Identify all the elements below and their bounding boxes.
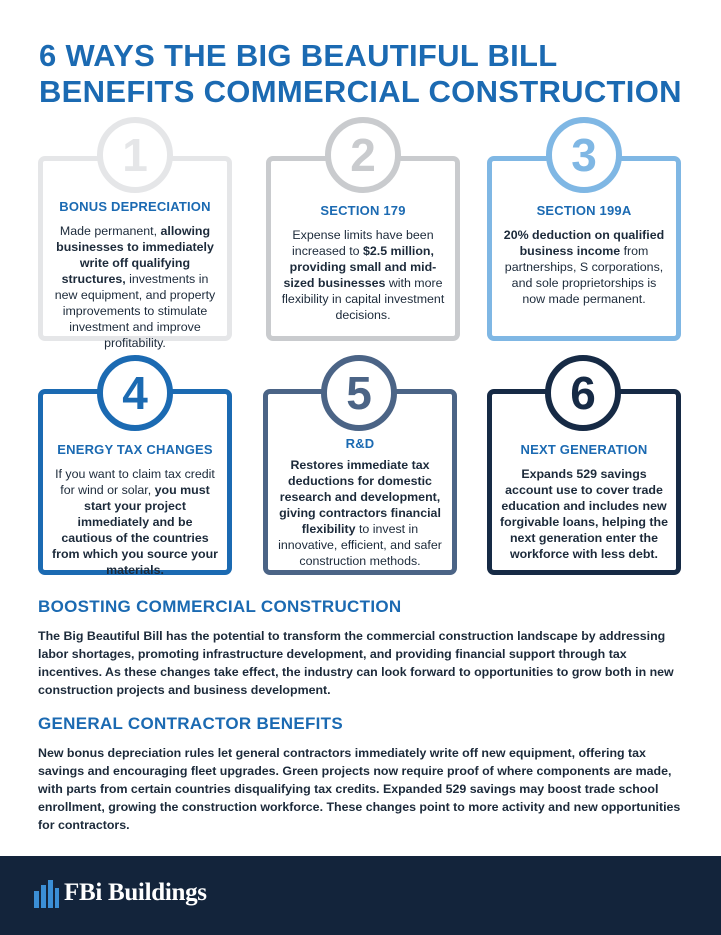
card-heading: SECTION 199A xyxy=(536,203,632,218)
card-body-segment: Expands 529 savings account use to cover trade education and includes new forgivable loans, helping the next generation enter the workforce with less debt. xyxy=(500,467,668,561)
card-body-segment: investments in new equipment, and property improvements to stimulate investment and improve profitability. xyxy=(54,272,216,350)
card-heading: SECTION 179 xyxy=(320,203,406,218)
section-heading-contractor: GENERAL CONTRACTOR BENEFITS xyxy=(38,714,343,733)
card-body xyxy=(51,223,219,351)
card-body xyxy=(276,457,444,569)
number-badge-4: 4 xyxy=(97,355,173,431)
card-body-segment: 20% deduction on qualified business income xyxy=(503,228,665,258)
card-body-segment: Restores immediate tax deductions for domestic research and development, giving contractors financial flexibility xyxy=(279,458,441,536)
card-heading: ENERGY TAX CHANGES xyxy=(57,442,213,457)
title-line-1: 6 WAYS THE BIG BEAUTIFUL BILL xyxy=(39,38,558,73)
card-body-segment: Expense limits have been increased to xyxy=(292,228,434,258)
card-body xyxy=(500,466,668,562)
title-line-2: BENEFITS COMMERCIAL CONSTRUCTION xyxy=(39,74,682,109)
number-badge-6: 6 xyxy=(545,355,621,431)
card-body xyxy=(279,227,447,323)
number-badge-2: 2 xyxy=(325,117,401,193)
page-title xyxy=(39,38,699,110)
logo-text: FBi Buildings xyxy=(64,879,207,906)
card-heading: NEXT GENERATION xyxy=(520,442,648,457)
card-heading: R&D xyxy=(345,436,375,451)
card-body-segment: Made permanent, xyxy=(59,224,161,238)
section-paragraph-boosting: The Big Beautiful Bill has the potential to transform the commercial construction landscape by addressing labor shortages, promoting infrastructure development, and providing financial support through tax incentives. As these changes take effect, the industry can look forward to opportunities to grow both in new construction projects and business development. xyxy=(38,629,674,697)
number-badge-1: 1 xyxy=(97,117,173,193)
card-body-segment: $2.5 million, providing small and mid-sized businesses xyxy=(283,244,437,290)
card-heading: BONUS DEPRECIATION xyxy=(59,199,211,214)
building-bars-icon xyxy=(34,880,61,908)
card-body xyxy=(500,227,668,307)
number-badge-3: 3 xyxy=(546,117,622,193)
card-body xyxy=(51,466,219,578)
number-badge-5: 5 xyxy=(321,355,397,431)
section-paragraph-contractor: New bonus depreciation rules let general contractors immediately write off new equipment, offering tax savings and encouraging fleet upgrades. Green projects now require proof of where components are made, with parts from certain countries disqualifying tax credits. Expanded 529 savings may boost trade school enrollment, growing the construction workforce. These changes point to more activity and new opportunities for contractors. xyxy=(38,746,681,832)
card-body-segment: allowing businesses to immediately write off qualifying structures, xyxy=(56,224,214,286)
section-heading-boosting: BOOSTING COMMERCIAL CONSTRUCTION xyxy=(38,597,402,616)
card-body-segment: you must start your project immediately and be cautious of the countries from which you source your materials. xyxy=(52,483,218,577)
card-body-segment: If you want to claim tax credit for wind or solar, xyxy=(55,467,215,497)
card-body-segment: from partnerships, S corporations, and sole proprietorships is now made permanent. xyxy=(504,244,664,306)
card-body-segment: with more flexibility in capital investment decisions. xyxy=(281,276,445,322)
company-logo[interactable] xyxy=(34,878,207,908)
card-body-segment: to invest in innovative, efficient, and safer construction methods. xyxy=(278,522,442,568)
